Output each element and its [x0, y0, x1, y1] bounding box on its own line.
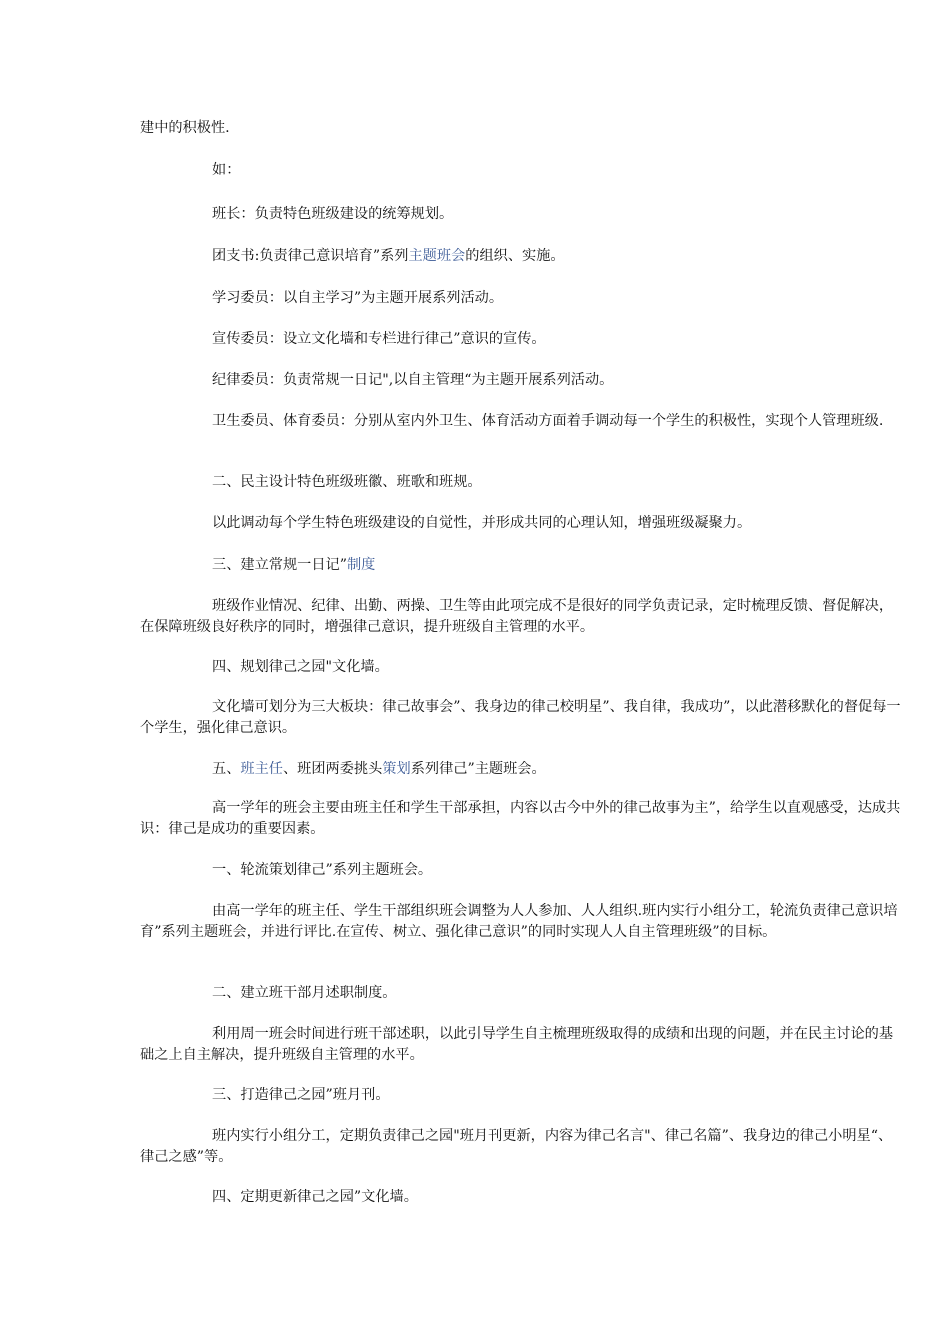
link-theme-meeting[interactable]: 主题班会	[408, 248, 466, 264]
paragraph-1: 建中的积极性.	[140, 120, 230, 136]
paragraph-12: 班级作业情况、纪律、出勤、两操、卫生等由此项完成不是很好的同学负责记录，定时梳理反馈、督促解决，在保障班级良好秩序的同时，增强律己意识，提升班级自主管理的水平。	[140, 598, 894, 635]
link-head-teacher[interactable]: 班主任	[240, 761, 283, 777]
paragraph-18: 由高一学年的班主任、学生干部组织班会调整为人人参加、人人组织.班内实行小组分工，轮流负责律己意识培育”系列主题班会，并进行评比.在宣传、树立、强化律己意识”的同时实现人人自主管理班级”的目标。	[140, 903, 898, 940]
paragraph-15-text-b: 、班团两委挑头	[282, 761, 383, 777]
paragraph-22: 班内实行小组分工，定期负责律己之园"班月刊更新，内容为律己名言"、律己名篇”、我身边的律己小明星“、律己之感”等。	[140, 1128, 893, 1165]
paragraph-10: 以此调动每个学生特色班级建设的自觉性，并形成共同的心理认知，增强班级凝聚力。	[212, 515, 752, 531]
paragraph-6: 宣传委员：设立文化墙和专栏进行律己”意识的宣传。	[212, 331, 546, 347]
paragraph-4-text-a: 团支书:负责律己意识培育”系列	[212, 248, 409, 264]
paragraph-16: 高一学年的班会主要由班主任和学生干部承担，内容以古今中外的律己故事为主”，给学生以直观感受，达成共识：律己是成功的重要因素。	[140, 800, 901, 837]
paragraph-4-text-b: 的组织、实施。	[465, 248, 565, 264]
paragraph-4	[140, 246, 902, 267]
paragraph-20: 利用周一班会时间进行班干部述职，以此引导学生自主梳理班级取得的成绩和出现的问题，并在民主讨论的基础之上自主解决，提升班级自主管理的水平。	[140, 1026, 894, 1063]
paragraph-19: 二、建立班干部月述职制度。	[212, 985, 397, 1001]
paragraph-8: 卫生委员、体育委员：分别从室内外卫生、体育活动方面着手调动每一个学生的积极性，实现个人管理班级.	[212, 413, 884, 429]
paragraph-15	[140, 759, 902, 780]
link-system[interactable]: 制度	[346, 557, 376, 573]
paragraph-11	[140, 555, 902, 576]
paragraph-17: 一、轮流策划律己”系列主题班会。	[212, 862, 433, 878]
paragraph-9: 二、民主设计特色班级班徽、班歌和班规。	[212, 474, 482, 490]
paragraph-15-text-a: 五、	[212, 761, 241, 777]
paragraph-13: 四、规划律己之园"文化墙。	[212, 659, 389, 675]
paragraph-3: 班长：负责特色班级建设的统筹规划。	[212, 206, 454, 222]
paragraph-14: 文化墙可划分为三大板块：律己故事会”、我身边的律己校明星”、我自律，我成功”，以此潜移默化的督促每一个学生，强化律己意识。	[140, 699, 901, 736]
paragraph-23: 四、定期更新律己之园”文化墙。	[212, 1189, 418, 1205]
paragraph-5: 学习委员：以自主学习”为主题开展系列活动。	[212, 290, 504, 306]
paragraph-21: 三、打造律己之园”班月刊。	[212, 1087, 390, 1103]
link-planning[interactable]: 策划	[382, 761, 411, 777]
paragraph-2: 如：	[212, 162, 241, 178]
paragraph-7: 纪律委员：负责常规一日记",以自主管理“为主题开展系列活动。	[212, 372, 614, 388]
paragraph-15-text-c: 系列律己”主题班会。	[410, 761, 546, 777]
paragraph-11-text: 三、建立常规一日记”	[212, 557, 347, 573]
